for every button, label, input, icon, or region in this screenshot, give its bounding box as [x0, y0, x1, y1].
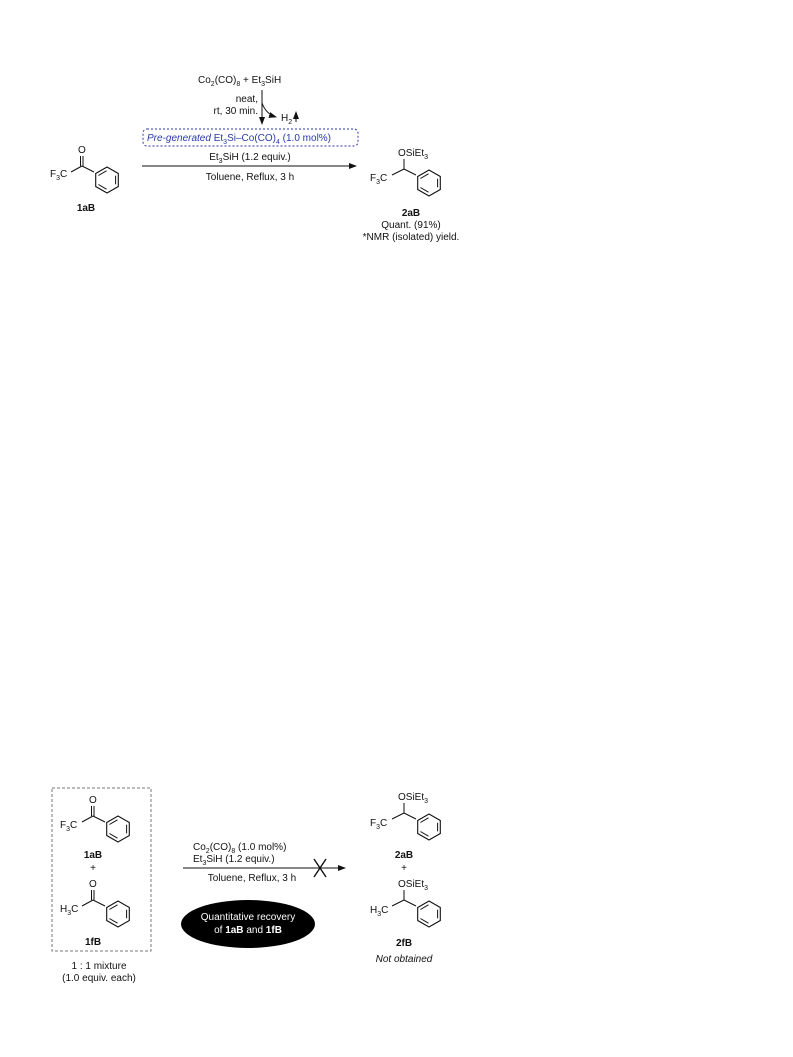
not-obtained-note: Not obtained: [375, 954, 433, 965]
callout-line-2: of 1aB and 1fB: [214, 925, 282, 936]
mixture-ratio: 1 : 1 mixture: [71, 961, 127, 972]
callout-line-1: Quantitative recovery: [200, 912, 296, 923]
plus-sign: +: [90, 863, 96, 874]
label-1aB: 1aB: [83, 850, 103, 861]
product-2fB: [370, 879, 440, 965]
yield-note: *NMR (isolated) yield.: [362, 232, 460, 243]
label-2aB: 2aB: [401, 208, 421, 219]
silane-reagent: $Et_3SiH$ (1.2 equiv.): [209, 152, 291, 165]
reaction-conditions-1: Toluene, Reflux, 3 h: [205, 172, 295, 183]
prep-condition-1: neat,: [235, 94, 258, 105]
substrate-1aB-mix: [60, 795, 129, 861]
silyl-ether: OSiEt$_3$: [398, 792, 429, 805]
label-1aB: 1aB: [76, 203, 96, 214]
substrate-1aB: [50, 145, 118, 214]
cf3-group: $F_3C$: [60, 820, 78, 833]
svg-text:O: O: [89, 795, 97, 806]
h2-release-arrow: [262, 103, 276, 117]
yield: Quant. (91%): [381, 220, 441, 231]
scheme-2: [52, 788, 440, 984]
product-2aB: [363, 148, 460, 243]
carbonyl-oxygen: O: [78, 145, 86, 156]
catalyst-prep-reagents: $Co_2(CO)_8 + Et_3SiH$: [198, 75, 282, 88]
h2-byproduct: $H_2$: [281, 113, 293, 126]
result-callout: [181, 900, 315, 948]
label-2aB: 2aB: [394, 850, 414, 861]
scheme-1: [50, 75, 459, 243]
cf3-group: $F_3C$: [50, 169, 68, 182]
reaction-conditions-2: Toluene, Reflux, 3 h: [207, 873, 297, 884]
mixture-equiv: (1.0 equiv. each): [62, 973, 136, 984]
plus-sign: +: [401, 863, 407, 874]
silyl-ether: OSiEt$_3$: [398, 148, 429, 161]
mixture-box: [52, 788, 151, 951]
silane-reagent: $Et_3SiH$ (1.2 equiv.): [193, 854, 275, 867]
label-1fB: 1fB: [84, 937, 102, 948]
product-2aB-mix: [370, 792, 440, 861]
svg-text:O: O: [89, 879, 97, 890]
label-2fB: 2fB: [395, 938, 413, 949]
ch3-group: $H_3C$: [60, 904, 79, 917]
prep-condition-2: rt, 30 min.: [213, 106, 258, 117]
cf3-group: $F_3C$: [370, 818, 388, 831]
cobalt-catalyst: $Co_2(CO)_8$ (1.0 mol%): [193, 842, 287, 855]
silyl-ether: OSiEt$_3$: [398, 879, 429, 892]
cf3-group: $F_3C$: [370, 173, 388, 186]
substrate-1fB: [60, 879, 129, 948]
catalyst-label: Pre-generated $Et_3Si-Co(CO)_4$ (1.0 mol%): [147, 133, 332, 146]
ch3-group: $H_3C$: [370, 905, 389, 918]
